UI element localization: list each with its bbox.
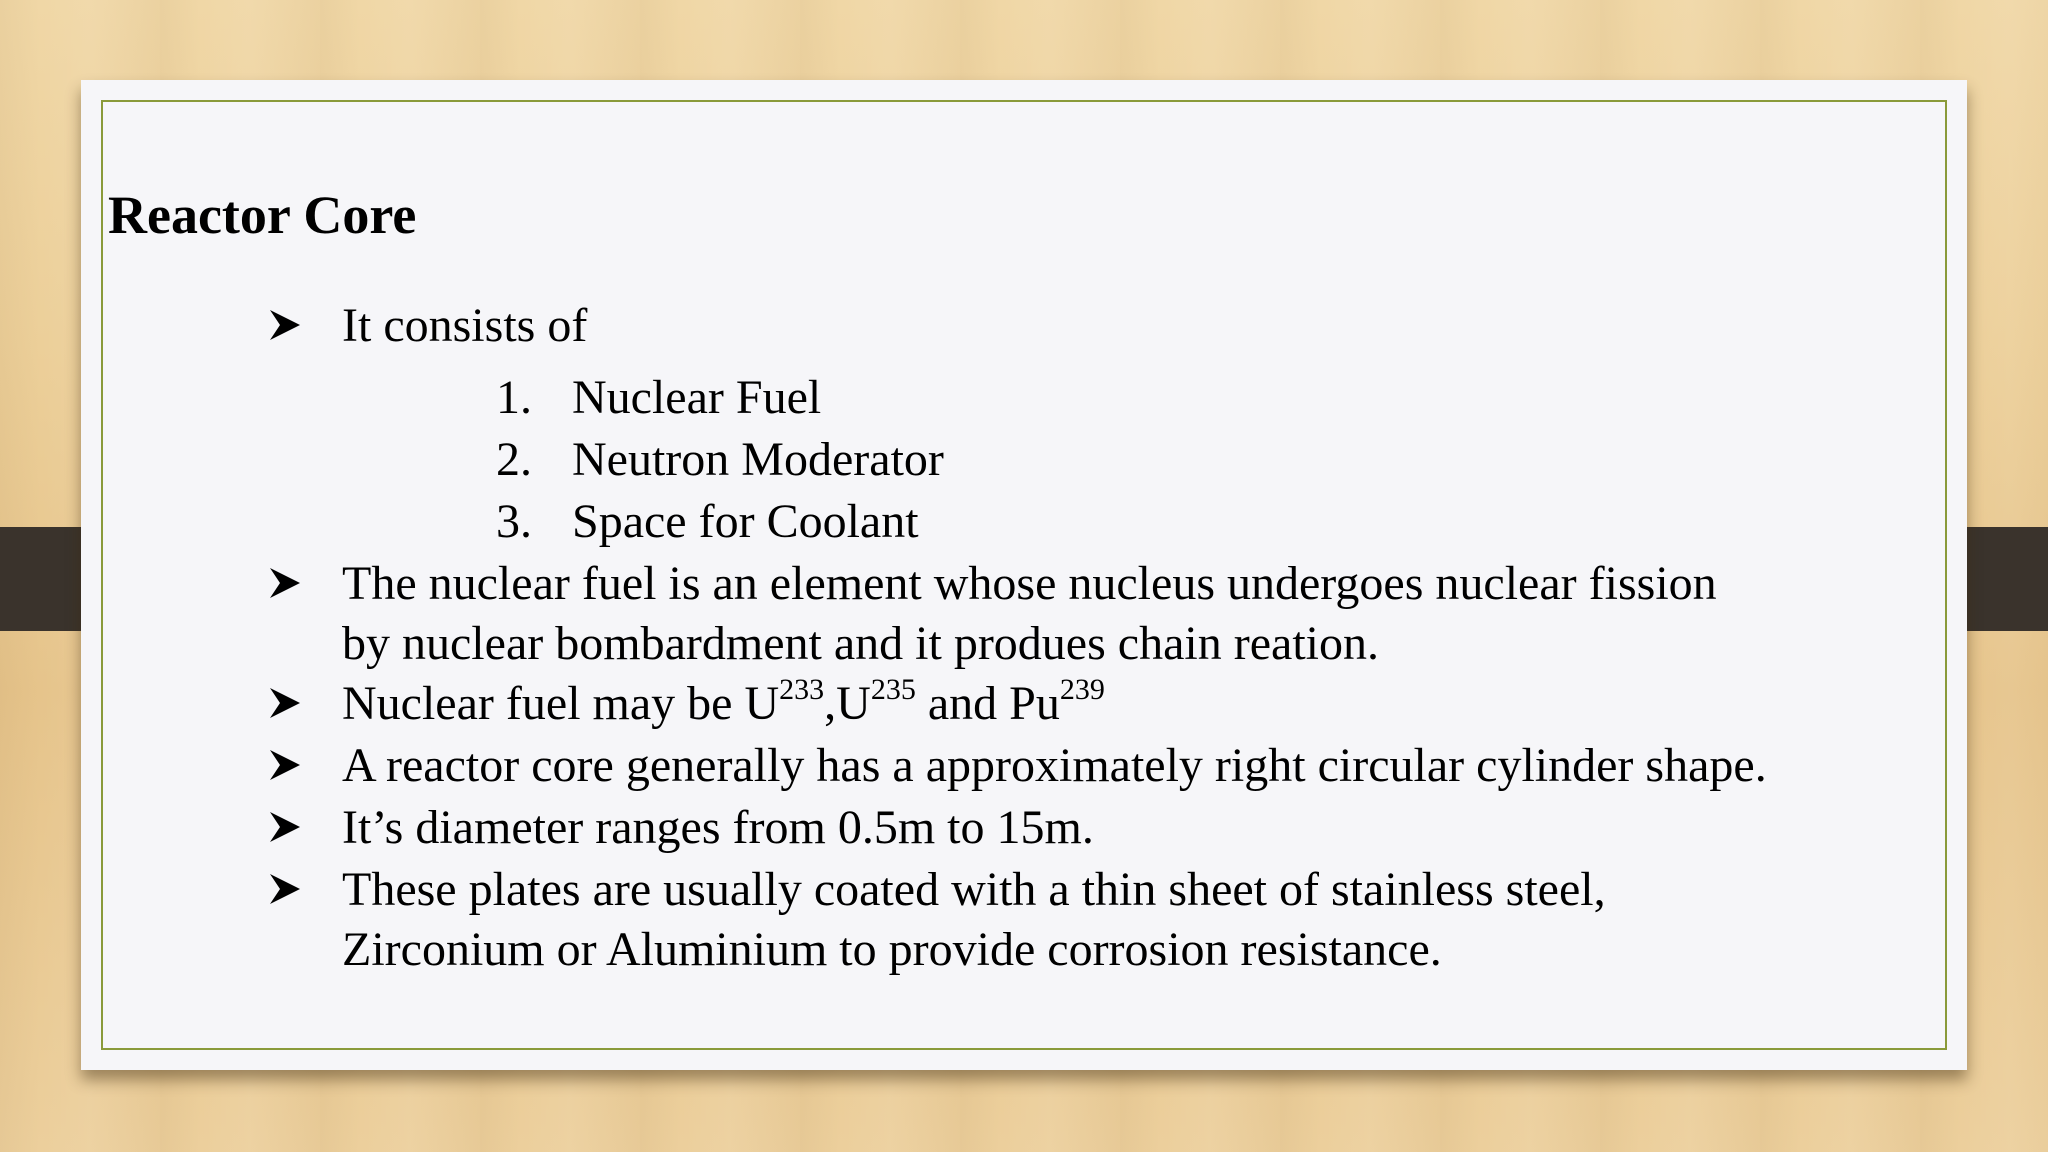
arrow-bullet-icon (268, 686, 302, 720)
slide-title: Reactor Core (108, 185, 417, 245)
plates-line2: Zirconium or Aluminium to provide corrosion resistance. (342, 923, 1442, 976)
fuel-types-and: and Pu (915, 677, 1060, 730)
arrow-bullet-icon (268, 810, 302, 844)
list-item-number: 2. (496, 433, 532, 486)
fuel-definition-line1: The nuclear fuel is an element whose nucleus undergoes nuclear fission (342, 557, 1717, 610)
intro-text: It consists of (342, 299, 588, 352)
arrow-bullet-icon (268, 748, 302, 782)
list-item-label: Space for Coolant (572, 495, 919, 548)
u235-superscript: 235 (870, 673, 916, 706)
list-item-label: Neutron Moderator (572, 433, 944, 486)
fuel-types-prefix: Nuclear fuel may be U (342, 677, 780, 730)
list-item-number: 1. (496, 371, 532, 424)
core-shape-text: A reactor core generally has a approximately right circular cylinder shape. (342, 739, 1767, 792)
fuel-types-text (342, 673, 1105, 730)
arrow-bullet-icon (268, 308, 302, 342)
pu239-superscript: 239 (1059, 673, 1105, 706)
u233-superscript: 233 (779, 673, 825, 706)
list-item-number: 3. (496, 495, 532, 548)
arrow-bullet-icon (268, 566, 302, 600)
fuel-types-separator: ,U (824, 677, 871, 730)
plates-line1: These plates are usually coated with a thin sheet of stainless steel, (342, 863, 1606, 916)
arrow-bullet-icon (268, 872, 302, 906)
fuel-definition-line2: by nuclear bombardment and it produes chain reation. (342, 617, 1379, 670)
list-item-label: Nuclear Fuel (572, 371, 822, 424)
diameter-text: It’s diameter ranges from 0.5m to 15m. (342, 801, 1094, 854)
